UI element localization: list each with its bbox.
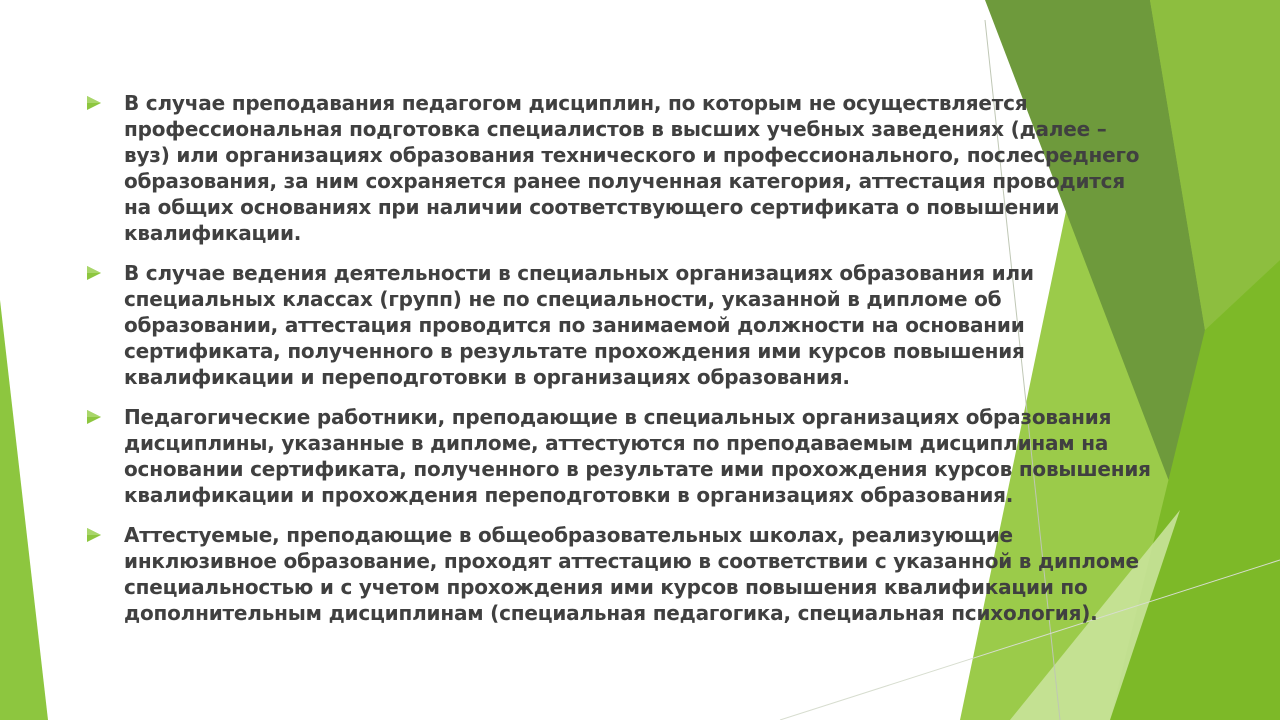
bullet-item: [86, 404, 1156, 508]
bullet-text: Педагогические работники, преподающие в специальных организациях образования дисциплины, указанные в дипломе, аттестуются по преподаваемым дисциплинам на основании сертификата, полученного в результате ими прохождения курсов повышения квалификации и прохождения переподготовки в организациях образования.: [124, 405, 1151, 507]
triangle-right-icon: [86, 265, 102, 281]
triangle-right-icon: [86, 95, 102, 111]
bullet-item: [86, 260, 1156, 390]
slide-body: [86, 90, 1156, 640]
triangle-right-icon: [86, 527, 102, 543]
bullet-text: Аттестуемые, преподающие в общеобразовательных школах, реализующие инклюзивное образование, проходят аттестацию в соответствии с указанной в дипломе специальностью и с учетом прохождения ими курсов повышения квалификации по дополнительным дисциплинам (специальная педагогика, специальная психология).: [124, 523, 1139, 625]
bullet-text: В случае ведения деятельности в специальных организациях образования или специальных классах (групп) не по специальности, указанной в дипломе об образовании, аттестация проводится по занимаемой должности на основании сертификата, полученного в результате прохождения ими курсов повышения квалификации и переподготовки в организациях образования.: [124, 261, 1034, 389]
bullet-item: [86, 522, 1156, 626]
left-green-wedge: [0, 300, 48, 720]
bullet-item: [86, 90, 1156, 246]
bullet-text: В случае преподавания педагогом дисциплин, по которым не осуществляется профессиональная подготовка специалистов в высших учебных заведениях (далее – вуз) или организациях образования технического и профессионального, послесреднего образования, за ним сохраняется ранее полученная категория, аттестация проводится на общих основаниях при наличии соответствующего сертификата о повышении квалификации.: [124, 91, 1140, 245]
triangle-right-icon: [86, 409, 102, 425]
bullet-list: [86, 90, 1156, 626]
